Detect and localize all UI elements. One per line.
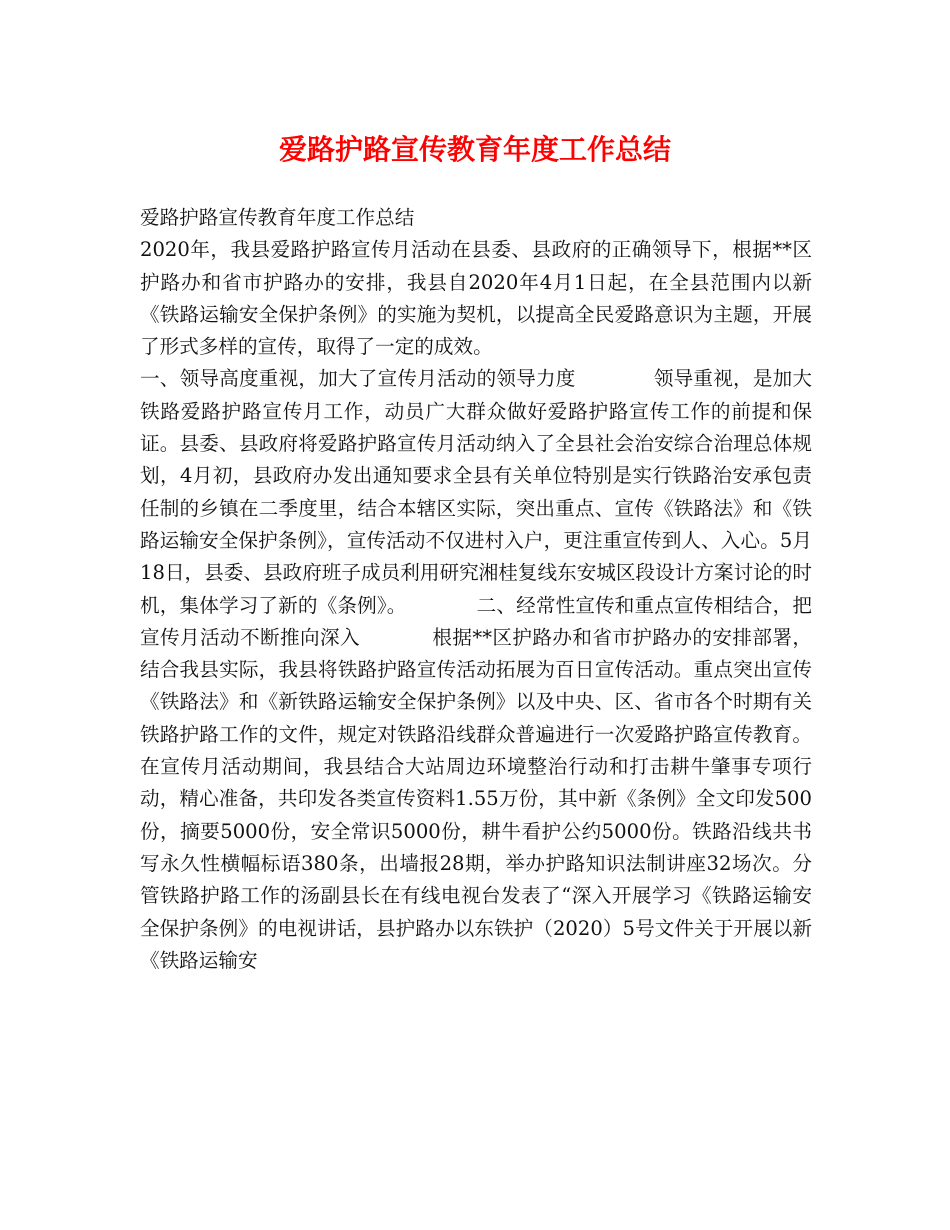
intro-text: 2020年，我县爱路护路宣传月活动在县委、县政府的正确领导下，根据**区护路办和省市护路办的安排，我县自2020年4月1日起，在全县范围内以新《铁路运输安全保护条例》的实施为契机，以提高全民爱路意识为主题，开展了形式多样的宣传，取得了一定的成效。	[140, 238, 812, 359]
section-2-text: 根据**区护路办和省市护路办的安排部署，结合我县实际，我县将铁路护路宣传活动拓展为百日宣传活动。重点突出宣传《铁路法》和《新铁路运输安全保护条例》以及中央、区、省市各个时期有关铁路护路工作的文件，规定对铁路沿线群众普遍进行一次爱路护路宣传教育。在宣传月活动期间，我县结合大站周边环境整治行动和打击耕牛肇事专项行动，精心准备，共印发各类宣传资料1.55万份，其中新《条例》全文印发500份，摘要5000份，安全常识5000份，耕牛看护公约5000份。铁路沿线共书写永久性横幅标语380条，出墙报28期，举办护路知识法制讲座32场次。分管铁路护路工作的汤副县长在有线电视台发表了“深入开展学习《铁路运输安全保护条例》的电视讲话，县护路办以东铁护（2020）5号文件关于开展以新《铁路运输安	[140, 625, 812, 972]
intro-paragraph	[140, 234, 812, 363]
subtitle-line: 爱路护路宣传教育年度工作总结	[140, 206, 415, 229]
section-1-text: 领导重视，是加大铁路爱路护路宣传月工作，动员广大群众做好爱路护路宣传工作的前提和保证。县委、县政府将爱路护路宣传月活动纳入了全县社会治安综合治理总体规划，4月初，县政府办发出通知要求全县有关单位特别是实行铁路治安承包责任制的乡镇在二季度里，结合本辖区实际，突出重点、宣传《铁路法》和《铁路运输安全保护条例》，宣传活动不仅进村入户，更注重宣传到人、入心。5月18日，县委、县政府班子成员利用研究湘桂复线东安城区段设计方案讨论的时机，集体学习了新的《条例》。	[140, 367, 813, 617]
document-body	[140, 202, 812, 977]
section-2-heading: 二、经常性宣传和重点宣传相结合，把宣传月活动不断推向深入	[140, 593, 813, 649]
section-1-heading: 一、领导高度重视，加大了宣传月活动的领导力度	[140, 367, 576, 391]
document-title: 爱路护路宣传教育年度工作总结	[278, 133, 671, 166]
section-1-paragraph	[140, 363, 812, 977]
